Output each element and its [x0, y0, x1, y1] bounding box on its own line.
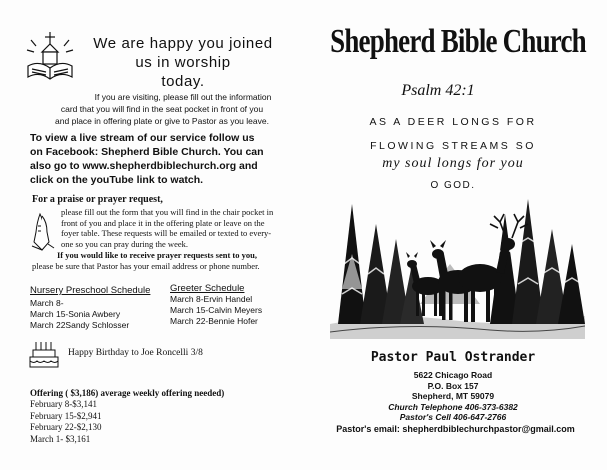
list-item: March 15-Sonia Awbery [30, 309, 121, 319]
pastor-name: Pastor Paul Ostrander [370, 350, 536, 365]
list-item: March 22-Bennie Hofer [170, 316, 258, 326]
livestream-line2: on Facebook: Shepherd Bible Church. You can [30, 146, 264, 158]
pastor-cell: Pastor's Cell 406-647-2766 [399, 412, 507, 422]
prayer-line5: If you would like to receive prayer requests sent to you, [57, 250, 257, 260]
address-line3: Shepherd, MT 59079 [411, 391, 495, 401]
offering-list [30, 399, 102, 445]
prayer-heading: For a praise or prayer request, [32, 194, 163, 205]
greeter-schedule-list [170, 294, 262, 327]
list-item: March 1- $3,161 [30, 433, 91, 444]
verse-line3: my soul longs for you [382, 156, 524, 171]
deer-in-winter-forest-illustration [330, 194, 585, 339]
verse-line1: AS A DEER LONGS FOR [369, 116, 537, 128]
list-item: March 22Sandy Schlosser [30, 320, 130, 330]
livestream-line1: To view a live stream of our service follow us [30, 132, 255, 144]
list-item: February 22-$2,130 [30, 422, 102, 432]
greeter-schedule-title: Greeter Schedule [170, 283, 245, 294]
verse-reference: Psalm 42:1 [401, 82, 475, 99]
church-phone: Church Telephone 406-373-6382 [388, 401, 518, 412]
pastor-email: Pastor's email: shepherdbiblechurchpastor@gmail.com [336, 424, 575, 434]
birthday-text: Happy Birthday to Joe Roncelli 3/8 [68, 348, 203, 358]
prayer-line2: front of you and place it in the offering plate or leave on the [61, 217, 265, 228]
list-item: March 8-Ervin Handel [170, 294, 253, 304]
address-line1: 5622 Chicago Road [413, 370, 493, 380]
prayer-line4: one so you can pray during the week. [61, 238, 188, 249]
welcome-heading-line2: us in worship [135, 54, 231, 71]
address-line2: P.O. Box 157 [427, 380, 479, 391]
livestream-line4: click on the youTube link to watch. [30, 174, 204, 186]
nursery-schedule-title: Nursery Preschool Schedule [30, 285, 151, 296]
verse-line2: FLOWING STREAMS SO [370, 140, 536, 152]
welcome-body-line2: card that you will find in the seat pocket in front of you [60, 104, 264, 114]
birthday-cake-icon [28, 340, 60, 370]
prayer-line6: please be sure that Pastor has your email address or phone number. [32, 261, 260, 271]
list-item: February 8-$3,141 [30, 399, 97, 409]
church-name: Shepherd Bible Church [330, 22, 586, 60]
nursery-schedule-list [30, 298, 129, 331]
welcome-heading-line1: We are happy you joined [93, 35, 273, 52]
welcome-body-line3: and place in offering plate or give to Pastor as you leave. [55, 116, 269, 126]
list-item: March 8- [30, 298, 64, 308]
church-address [318, 370, 588, 423]
list-item: February 15-$2,941 [30, 410, 102, 421]
welcome-heading [78, 34, 288, 91]
prayer-line3: foyer table. These requests will be emailed or texted to every- [61, 228, 272, 239]
welcome-heading-line3: today. [161, 73, 205, 90]
verse-line4: O GOD. [430, 180, 476, 191]
welcome-body [12, 91, 312, 127]
livestream-info [30, 131, 310, 187]
livestream-line3: also go to www.shepherdbiblechurch.org and [30, 160, 258, 172]
prayer-line1: please fill out the form that you will find in the chair pocket in [61, 207, 274, 217]
praying-hands-icon [28, 212, 58, 252]
welcome-body-line1: If you are visiting, please fill out the information [94, 92, 272, 102]
list-item: March 15-Calvin Meyers [170, 305, 263, 315]
offering-title: Offering ( $3,186) average weekly offering needed) [30, 388, 225, 398]
prayer-body [61, 207, 311, 249]
church-bible-icon [22, 30, 78, 84]
